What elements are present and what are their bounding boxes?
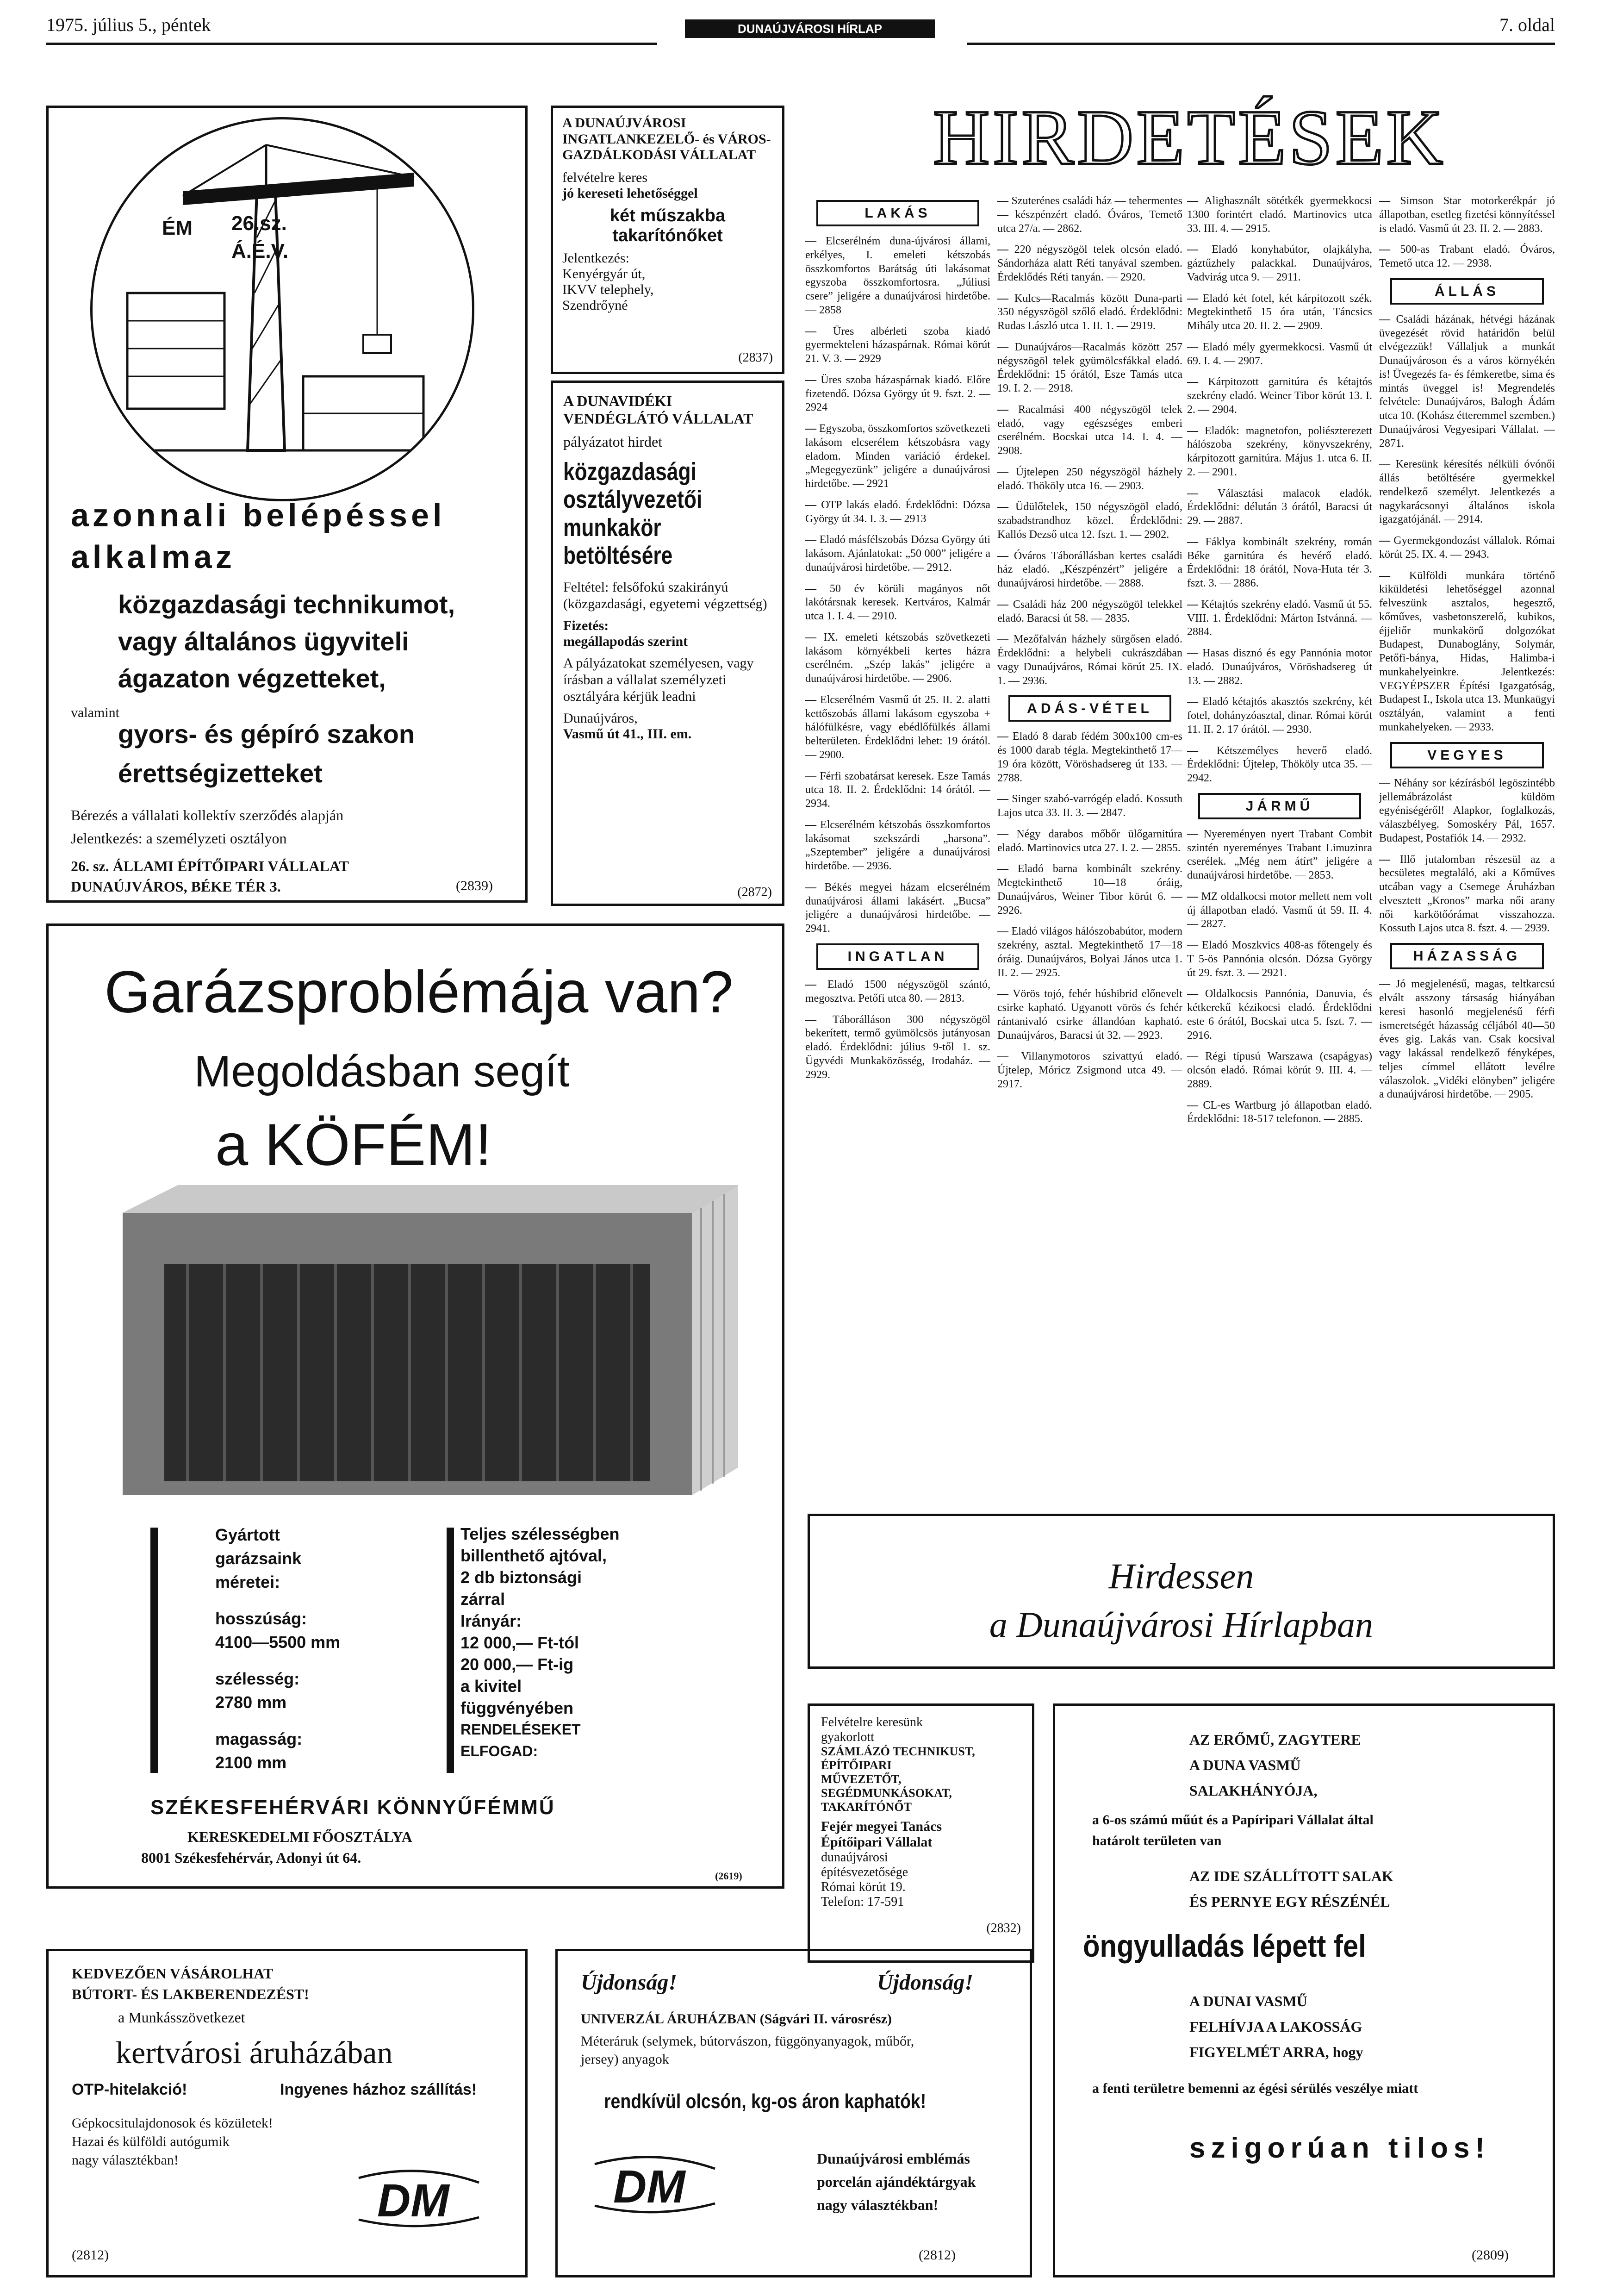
emblem-circle — [90, 117, 474, 501]
felvetel-line-10: dunaújvárosi — [821, 1850, 888, 1865]
spec-line: függvényében — [460, 1698, 574, 1717]
butor-code: (2812) — [72, 2247, 109, 2263]
epito-line-12: DUNAÚJVÁROS, BÉKE TÉR 3. — [71, 878, 281, 895]
classified-ad: — Racalmási 400 négyszögöl telek eladó, vagy egészséges emberi cserélném. Bocskai utca 14. I. 4. — 2908. — [997, 403, 1182, 458]
univerzal-code: (2812) — [919, 2247, 956, 2263]
spec-line: hosszúság: — [215, 1609, 307, 1628]
classified-ad: — Kárpitozott garnitúra és kétajtós szekrény eladó. Weiner Tibor körút 13. I. 2. — 2904. — [1187, 375, 1372, 417]
spec-line: a kivitel — [460, 1677, 522, 1696]
classified-ad: — Eladó konyhabútor, olajkályha, gáztűzhely palackkal. Dunaújváros, Vadvirág utca 9. — 2911. — [1187, 243, 1372, 284]
spec-line: 2100 mm — [215, 1753, 287, 1772]
vendeglato-line-6: A pályázatokat személyesen, vagy írásban a vállalat személyzeti osztályára kérjük leadni — [563, 655, 754, 704]
classified-ad: — Családi ház 200 négyszögöl telekkel eladó. Baracsi út 58. — 2835. — [997, 598, 1182, 626]
univerzal-line-1: Újdonság! — [581, 1970, 678, 1995]
ad-ingatlankezelo — [551, 106, 784, 374]
classified-ad: — Eladó két fotel, két kárpitozott szék. Megtekinthető 15 óra után, Táncsics Mihály utca 20. II. 2. — 2909. — [1187, 292, 1372, 333]
dm-logo-text: DM — [377, 2175, 449, 2227]
felvetel-line-13: Telefon: 17-591 — [821, 1895, 904, 1909]
classified-ad: — Eladó másfélszobás Dózsa György úti lakásom. Ajánlatokat: „50 000” jeligére a dunaújvárosi hirdetőbe. — 2912. — [805, 533, 990, 574]
classified-ad: — Békés megyei házam elcserélném dunaújvárosi állami lakásért. „Bucsa” jeligére a dunaújvárosi hirdetőbe. — 2941. — [805, 881, 990, 936]
classified-ad: — Elcserélném Vasmű út 25. II. 2. alatti kettőszobás állami lakásom egyszoba + hálófülkésre, vagy ebédlőfülkés állami belterületen. Érdeklődni lehet: 19 órától. — 2900. — [805, 693, 990, 762]
classified-ad: — Eladó világos hálószobabútor, modern szekrény, asztal. Megtekinthető 17—18 óráig. Dunaújváros, Bolyai János utca 1. II. 2. — 2925. — [997, 925, 1182, 980]
ingatlan-line-3: két műszakba — [609, 206, 726, 225]
epito-line-8: érettségizetteket — [118, 759, 323, 788]
emblem-label-aev: Á.É.V. — [231, 240, 289, 262]
emblem-label-26sz: 26.sz. — [231, 212, 287, 235]
classified-ad: — Singer szabó-varrógép eladó. Kossuth Lajos utca 33. II. 3. — 2847. — [997, 792, 1182, 820]
ad-felvetel — [808, 1703, 1034, 1963]
spec-line: méretei: — [215, 1572, 280, 1591]
epito-line-9: Bérezés a vállalati kollektív szerződés alapján — [71, 807, 344, 824]
kofem-subhead: Megoldásban segít — [194, 1047, 570, 1096]
hirdetesek-title: HIRDETÉSEK — [933, 94, 1446, 181]
kofem-brand: a KÖFÉM! — [215, 1112, 492, 1178]
section-heading: VEGYES — [1390, 742, 1544, 768]
classified-ad: — Családi házának, hétvégi házának üvegezését rövid határidőn belül elvégezzük! Vállaljuk a munkát Dunaújvároson és a város környékén is! Üvegezés fa- és fémkeretbe, sima és mintás üveggel is! Megrendelés felvétele: Dunaújváros, Balogh Ádám utca 10. (Kohász étteremmel szemben.) Dunaújvárosi Vegyesipari Vállalat. — 2871. — [1379, 313, 1555, 451]
section-heading: ADÁS-VÉTEL — [1008, 695, 1171, 722]
epito-line-2: alkalmaz — [71, 539, 236, 575]
section-heading: LAKÁS — [816, 200, 979, 226]
kofem-dept: KERESKEDELMI FŐOSZTÁLYA — [187, 1828, 412, 1845]
vendeglato-line-1: pályázatot hirdet — [563, 433, 663, 450]
classified-ad: — Fáklya kombinált szekrény, román Béke garnitúra és hevérő eladó. Érdeklődni: 18 órától, Nova-Huta tér 3. fszt. 3. — 2886. — [1187, 536, 1372, 591]
kofem-specs-right — [460, 1523, 620, 1762]
univerzal-line-8: nagy választékban! — [817, 2196, 939, 2213]
eromu-line-5: határolt területen van — [1092, 1833, 1222, 1848]
felvetel-line-4: ÉPÍTŐIPARI — [821, 1759, 892, 1772]
epito-line-5: ágazaton végzetteket, — [118, 664, 386, 693]
eromu-line-3: SALAKHÁNYÓJA, — [1189, 1782, 1318, 1799]
ingatlan-line-2: jó kereseti lehetőséggel — [562, 185, 698, 201]
kofem-headline: Garázsproblémája van? — [104, 959, 734, 1025]
ad-vendeglato — [551, 381, 784, 906]
ad-epitoipari — [46, 106, 528, 903]
classified-ad: — Kétajtós szekrény eladó. Vasmű út 55. VIII. 1. Érdeklődni: Márton Istvánná. — 2884. — [1187, 598, 1372, 639]
hirdessen-line-1: Hirdessen — [1108, 1556, 1254, 1596]
ad-kofem — [46, 923, 784, 1889]
univerzal-line-2: Újdonság! — [877, 1970, 974, 1995]
spec-line: billenthető ajtóval, — [460, 1546, 607, 1565]
spec-line: Irányár: — [460, 1611, 522, 1630]
butor-line-4: kertvárosi áruházában — [116, 2035, 393, 2070]
ad-hirdessen — [808, 1514, 1555, 1669]
classified-column-2 — [997, 194, 1182, 1495]
epito-code: (2839) — [456, 878, 493, 893]
classified-ad: — Alighasznált sötétkék gyermekkocsi 1300 forintért eladó. Martinovics utca 33. III. 4. — 2915. — [1187, 194, 1372, 236]
univerzal-line-3: UNIVERZÁL ÁRUHÁZBAN (Ságvári II. városrész) — [581, 2011, 892, 2027]
eromu-line-1: AZ ERŐMŰ, ZAGYTERE — [1189, 1731, 1361, 1748]
vendeglato-line-8: Vasmű út 41., III. em. — [563, 726, 692, 742]
header-rule-left — [46, 43, 657, 45]
univerzal-line-5: rendkívül olcsón, kg-os áron kaphatók! — [604, 2090, 927, 2113]
spec-line: magasság: — [215, 1729, 303, 1748]
ingatlan-code: (2837) — [738, 350, 773, 365]
butor-line-5: OTP-hitelakció! — [72, 2081, 187, 2098]
butor-line-3: a Munkásszövetkezet — [118, 2009, 245, 2026]
header-rule-right — [967, 43, 1555, 45]
classified-ad: — Eladó 1500 négyszögöl szántó, megosztva. Petőfi utca 80. — 2813. — [805, 978, 990, 1006]
vendeglato-line-4: Fizetés: — [563, 618, 609, 633]
spec-line: szélesség: — [215, 1669, 300, 1688]
eromu-line-9: A DUNAI VASMŰ — [1189, 1993, 1307, 2009]
classified-ad: — Férfi szobatársat keresek. Esze Tamás utca 18. II. 2. Érdeklődni: 14 órától. — 2934. — [805, 770, 990, 811]
eromu-line-10: FELHÍVJA A LAKOSSÁG — [1189, 2018, 1362, 2035]
garage-image — [123, 1185, 743, 1500]
ingatlan-line-7: IKVV telephely, — [562, 281, 654, 297]
classified-ad: — Jó megjelenésű, magas, teltkarcsú elvált asszony társaság hiányában keresi hasonló megjelenésű férfi ismeretségét házasság céljából 40—50 éves gig. Lakás van. Csak kocsival vagy lakással rendelkező fényképes, teljes címmel ellátott levélre válaszolok. „Vidéki elönyben” jeligére a dunaújvárosi hirdetőbe. — 2905. — [1379, 978, 1555, 1102]
masthead: DUNAÚJVÁROSI HÍRLAP — [685, 19, 935, 38]
classified-ad: — Négy darabos mőbőr ülőgarnitúra eladó. Martinovics utca 27. I. 2. — 2855. — [997, 828, 1182, 855]
classified-ad: — Mezőfalván házhely sürgősen eladó. Érdeklődni: a helybeli cukrászdában vagy Dunaújváros, Római körút 25. IX. 1. — 2936. — [997, 633, 1182, 688]
page-number: 7. oldal — [1499, 14, 1555, 35]
epito-line-4: vagy általános ügyviteli — [118, 627, 409, 656]
kofem-left-bar — [150, 1528, 158, 1773]
vendeglato-title: A DUNAVIDÉKI VENDÉGLÁTÓ VÁLLALAT — [563, 393, 753, 427]
butor-line-8: Hazai és külföldi autógumik — [72, 2134, 230, 2149]
felvetel-line-7: TAKARÍTÓNŐT — [821, 1800, 912, 1814]
classified-ad: — OTP lakás eladó. Érdeklődni: Dózsa György út 34. I. 3. — 2913 — [805, 499, 990, 526]
eromu-line-6: AZ IDE SZÁLLÍTOTT SALAK — [1189, 1868, 1393, 1884]
butor-dm-logo — [349, 2164, 488, 2234]
classified-ad: — Oldalkocsis Pannónia, Danuvia, és kétkerekű kézikocsi eladó. Érdeklődni este 6 órától, Bocskai utca 5. fszt. 7. — 2916. — [1187, 987, 1372, 1042]
classified-ad: — IX. emeleti kétszobás szövetkezeti lakásom környékbeli kertes házra cserélném. „Szép lakás” jeligére a dunaújvárosi hirdetőbe. — 2906. — [805, 631, 990, 686]
spec-line: 12 000,— Ft-tól — [460, 1633, 579, 1652]
classified-ad: — Üres szoba házaspárnak kiadó. Előre fizetendő. Dózsa György út 9. fszt. 2. — 2924 — [805, 374, 990, 415]
classified-ad: — Kulcs—Racalmás között Duna-parti 350 négyszögöl szőlő eladó. Érdeklődni: Rudas László utca 1. II. 1. — 2919. — [997, 292, 1182, 333]
eromu-line-4: a 6-os számú műút és a Papíripari Vállalat által — [1092, 1812, 1374, 1828]
crane-illustration-icon — [90, 117, 474, 501]
ad-univerzal — [555, 1949, 1032, 2277]
epito-line-6: valamint — [71, 705, 119, 720]
epito-line-1: azonnali belépéssel — [71, 497, 446, 533]
classified-ad: — CL-es Wartburg jó állapotban eladó. Érdeklődni: 18-517 telefonon. — 2885. — [1187, 1099, 1372, 1127]
kofem-code: (2619) — [715, 1870, 742, 1882]
spec-line: 2780 mm — [215, 1693, 287, 1712]
classified-ad: — Kétszemélyes heverő eladó. Érdeklődni: Újtelep, Thököly utca 35. — 2942. — [1187, 744, 1372, 786]
classified-ad: — Külföldi munkára történő kiküldetési lehetőséggel azonnal felveszünk asztalos, hegesztő, kőműves, vasbetonszerelő, kubikos, éjjeliőr munkakörű dolgozókat Budapest, Dunaboglány, Solymár, Petőfi-bánya, Hidas, Halimba-i munkahelyeinkre. Jelentkezés: VEGYÉPSZER Építési Igazgatóság, Budapest I., Iskola utca 13. Munkaügyi osztályán, valamint a fenti munkahelyeken. — 2933. — [1379, 569, 1555, 735]
eromu-line-2: A DUNA VASMŰ — [1189, 1757, 1301, 1773]
classified-ad: — Elcserélném duna-újvárosi állami, erkélyes, I. emeleti kétszobás összkomfortos Barátság úti lakásomat egyszoba összkomfortosra. „Júliusi csere” jeligére a dunaújvárosi hirdetőbe. — 2858 — [805, 235, 990, 318]
univerzal-dm-logo — [585, 2150, 724, 2220]
felvetel-line-11: építésvezetősége — [821, 1865, 908, 1879]
spec-line: RENDELÉSEKET — [460, 1721, 581, 1738]
eromu-code: (2809) — [1472, 2247, 1509, 2263]
classified-ad: — MZ oldalkocsi motor mellett nem volt új állapotban eladó. Vasmű út 59. II. 4. — 2827. — [1187, 890, 1372, 931]
butor-line-2: BÚTORT- ÉS LAKBERENDEZÉST! — [72, 1986, 309, 2003]
classified-ad: — Keresünk kéresítés nélküli óvónői állás betöltésére gyermekkel rendelkező személyt. Jelentkezés a nagykarácsonyi általános iskola igazgatójánál. — 2914. — [1379, 458, 1555, 527]
spec-line: ELFOGAD: — [460, 1743, 538, 1759]
classified-ad: — Eladó kétajtós akasztós szekrény, két fotel, dohányzóasztal, dinar. Római körút 11. II. 2. 17 órától. — 2930. — [1187, 695, 1372, 736]
spec-line: 4100—5500 mm — [215, 1633, 341, 1652]
classified-ad: — Újtelepen 250 négyszögöl házhely eladó. Thököly utca 16. — 2903. — [997, 466, 1182, 493]
spec-line: 20 000,— Ft-ig — [460, 1655, 574, 1674]
classified-ad: — Gyermekgondozást vállalok. Római körút 25. IX. 4. — 2943. — [1379, 534, 1555, 562]
classified-ad: — Választási malacok eladók. Érdeklődni: délután 3 órától, Baracsi út 29. — 2887. — [1187, 487, 1372, 528]
felvetel-line-12: Római körút 19. — [821, 1880, 906, 1894]
classified-ad: — Eladó mély gyermekkocsi. Vasmű út 69. I. 4. — 2907. — [1187, 341, 1372, 368]
kofem-company: SZÉKESFEHÉRVÁRI KÖNNYŰFÉMMŰ — [150, 1796, 555, 1819]
classified-ad: — Eladó Moszkvics 408-as főtengely és T 5-ös Pannónia olcsón. Dózsa György út 29. fszt. 3. — 2921. — [1187, 939, 1372, 980]
felvetel-line-6: SEGÉDMUNKÁSOKAT, — [821, 1786, 952, 1800]
classified-ad: — Nyereményen nyert Trabant Combit szintén nyereményes Trabant Limuzinra cserélek. „Még nem átírt” jeligére a dunaújvárosi hirdetőbe. — 2853. — [1187, 828, 1372, 883]
felvetel-line-5: MŰVEZETŐT, — [821, 1772, 902, 1786]
vendeglato-line-2: közgazdasági osztályvezetői munkakör betöltésére — [563, 457, 703, 570]
eromu-line-7: ÉS PERNYE EGY RÉSZÉNÉL — [1189, 1893, 1390, 1910]
eromu-line-11: FIGYELMÉT ARRA, hogy — [1189, 2044, 1363, 2060]
classified-ad: — Táborálláson 300 négyszögöl bekerített, termő gyümölcsös jutányosan eladó. Érdeklődni: július 9-től 1. sz. Ügyvédi Munkaközösség, Irodaház. — 2929. — [805, 1013, 990, 1082]
kofem-specs-left — [215, 1523, 340, 1774]
felvetel-line-1: Felvételre keresünk — [821, 1715, 923, 1729]
felvetel-line-2: gyakorlott — [821, 1730, 875, 1744]
hirdessen-line-2: a Dunaújvárosi Hírlapban — [989, 1604, 1374, 1645]
univerzal-line-7: porcelán ajándéktárgyak — [817, 2173, 976, 2190]
epito-line-11: 26. sz. ÁLLAMI ÉPÍTŐIPARI VÁLLALAT — [71, 858, 349, 874]
section-heading: INGATLAN — [816, 943, 979, 970]
ingatlan-line-1: felvételre keres — [562, 169, 648, 185]
classified-ad: — 220 négyszögöl telek olcsón eladó. Sándorháza alatt Réti tanyával szemben. Érdeklődés Réti tanyán. — 2920. — [997, 243, 1182, 284]
ad-butor — [46, 1949, 528, 2277]
ingatlan-line-8: Szendrőyné — [562, 297, 628, 313]
classified-column-4 — [1379, 194, 1555, 1495]
spec-line: garázsaink — [215, 1549, 302, 1568]
classified-ad: — Régi típusú Warszawa (csapágyas) olcsón eladó. Római körút 9. III. 4. — 2889. — [1187, 1050, 1372, 1091]
classified-ad: — Üres albérleti szoba kiadó gyermekteleni házaspárnak. Római körút 21. V. 3. — 2929 — [805, 325, 990, 366]
univerzal-line-6: Dunaújvárosi emblémás — [817, 2150, 970, 2167]
ingatlan-title: A DUNAÚJVÁROSI INGATLANKEZELŐ- és VÁROS-GAZDÁLKODÁSI VÁLLALAT — [562, 115, 771, 162]
classified-ad: — Simson Star motorkerékpár jó állapotban, esetleg fizetési könnyítéssel is eladó. Vasmű út 23. II. 2. — 2883. — [1379, 194, 1555, 236]
eromu-line-8: öngyulladás lépett fel — [1083, 1928, 1366, 1964]
classified-column-1 — [805, 194, 990, 1495]
vendeglato-code: (2872) — [737, 885, 772, 899]
section-heading: ÁLLÁS — [1390, 278, 1544, 305]
classified-ad: — Villanymotoros szivattyú eladó. Újtelep, Móricz Zsigmond utca 49. — 2917. — [997, 1050, 1182, 1091]
spec-line: Gyártott — [215, 1525, 280, 1544]
butor-line-6: Ingyenes házhoz szállítás! — [280, 2081, 477, 2098]
butor-line-9: nagy választékban! — [72, 2152, 179, 2168]
epito-line-3: közgazdasági technikumot, — [118, 590, 455, 619]
classified-ad: — Eladó barna kombinált szekrény. Megtekinthető 10—18 óráig, Dunaújváros, Weiner Tibor körút 6. — 2926. — [997, 862, 1182, 917]
felvetel-line-3: SZÁMLÁZÓ TECHNIKUST, — [821, 1745, 975, 1758]
classified-ad: — Óváros Táborállásban kertes családi ház eladó. „Készpénzért” jeligére a dunaújvárosi hirdetőbe. — 2888. — [997, 549, 1182, 591]
butor-line-1: KEDVEZŐEN VÁSÁROLHAT — [72, 1965, 274, 1982]
epito-line-7: gyors- és gépíró szakon — [118, 719, 415, 749]
epito-line-10: Jelentkezés: a személyzeti osztályon — [71, 830, 287, 847]
spec-line: Teljes szélességben — [460, 1524, 620, 1543]
header-date: 1975. július 5., péntek — [46, 14, 211, 35]
section-heading: HÁZASSÁG — [1390, 943, 1544, 969]
classified-column-3 — [1187, 194, 1372, 1495]
butor-line-7: Gépkocsitulajdonosok és közületek! — [72, 2115, 273, 2131]
classified-ad: — 500-as Trabant eladó. Óváros, Temető utca 12. — 2938. — [1379, 243, 1555, 271]
vendeglato-line-3: Feltétel: felsőfokú szakirányú (közgazdasági, egyetemi végzettség) — [563, 579, 767, 611]
spec-line: 2 db biztonsági — [460, 1568, 582, 1587]
classified-ad: — Eladók: magnetofon, poliészterezett hálószoba szekrény, könyvszekrény, kárpitozott garnitúra. Május 1. utca 6. II. 2. — 2901. — [1187, 424, 1372, 480]
felvetel-code: (2832) — [986, 1921, 1021, 1935]
eromu-line-12: a fenti területre bemenni az égési sérülés veszélye miatt — [1092, 2081, 1418, 2096]
section-heading: JÁRMŰ — [1198, 793, 1361, 819]
classified-ad: — Eladó 8 darab fédém 300x100 cm-es és 1000 darab tégla. Megtekinthető 17—19 óra között, Vöröshadsereg út 133. — 2788. — [997, 730, 1182, 785]
eromu-line-13: szigorúan tilos! — [1189, 2132, 1491, 2164]
classified-ad: — Illő jutalomban részesül az a becsületes megtaláló, aki a Kőműves utcában vagy a Csemege Áruházban elvesztett „Kronos” marka női arany női karkötőórámat visszahozza. Kossuth Lajos utca 8. fszt. 4. — 2939. — [1379, 853, 1555, 936]
ingatlan-line-5: Jelentkezés: — [562, 250, 629, 266]
ad-eromu — [1053, 1703, 1555, 2277]
classified-ad: — Üdülőtelek, 150 négyszögöl eladó, szabadstrandhoz közel. Érdeklődni: Kallós Dezső utca 12. fszt. 1. — 2902. — [997, 500, 1182, 542]
classified-ad: — Szuterénes családi ház — tehermentes — készpénzért eladó. Óváros, Temető utca 27/a. — 2862. — [997, 194, 1182, 236]
vendeglato-line-5: megállapodás szerint — [563, 633, 688, 649]
emblem-label-em: ÉM — [162, 217, 193, 239]
vendeglato-line-7: Dunaújváros, — [563, 710, 638, 726]
felvetel-line-9: Építőipari Vállalat — [821, 1834, 933, 1850]
spec-line: zárral — [460, 1590, 505, 1609]
ingatlan-line-4: takarítónőket — [612, 225, 723, 245]
kofem-address: 8001 Székesfehérvár, Adonyi út 64. — [141, 1849, 361, 1866]
kofem-right-bar — [447, 1528, 454, 1773]
ingatlan-line-6: Kenyérgyár út, — [562, 266, 646, 281]
classified-ad: — Dunaújváros—Racalmás között 257 négyszögöl telek gyümölcsfákkal eladó. Érdeklődni: 15 órától, Esze Tamás utca 19. I. 2. — 2918. — [997, 341, 1182, 396]
dm-logo-text: DM — [613, 2161, 685, 2213]
classified-ad: — Néhány sor kézírásból legöszintébb jellemábrázolást küldöm egyéniségéről! Alapkor, foglalkozás, válaszbélyeg. Somoskéry Pál, 1657. Budapest, Postafiók 14. — 2932. — [1379, 777, 1555, 846]
felvetel-line-8: Fejér megyei Tanács — [821, 1819, 942, 1834]
univerzal-line-4: Méteráruk (selymek, bútorvászon, függönyanyagok, műbőr, jersey) anyagok — [581, 2034, 914, 2067]
classified-ad: — 50 év körüli magányos nőt lakótársnak keresek. Kertváros, Kalmár utca 1. I. 4. — 2910. — [805, 582, 990, 624]
classified-ad: — Vörös tojó, fehér húshibrid előnevelt csirke kapható. Ugyanott vörös és fehér rántanivaló csirke állandóan kapható. Dunaújváros, Baracsi út 32. — 2923. — [997, 987, 1182, 1042]
classified-ad: — Elcserélném kétszobás összkomfortos lakásomat szekszárdi „harsona”. „Szeptember” jeligére a dunaújvárosi hirdetőbe. — 2936. — [805, 818, 990, 873]
classified-ad: — Egyszoba, összkomfortos szövetkezeti lakásom elcserélem kétszobásra vagy eladom. Minden variáció érdekel. „Megegyezünk” jeligére a dunaújvárosi hirdetőbe. — 2921 — [805, 422, 990, 491]
classified-ad: — Hasas disznó és egy Pannónia motor eladó. Dunaújváros, Vöröshadsereg út 13. — 2882. — [1187, 647, 1372, 688]
